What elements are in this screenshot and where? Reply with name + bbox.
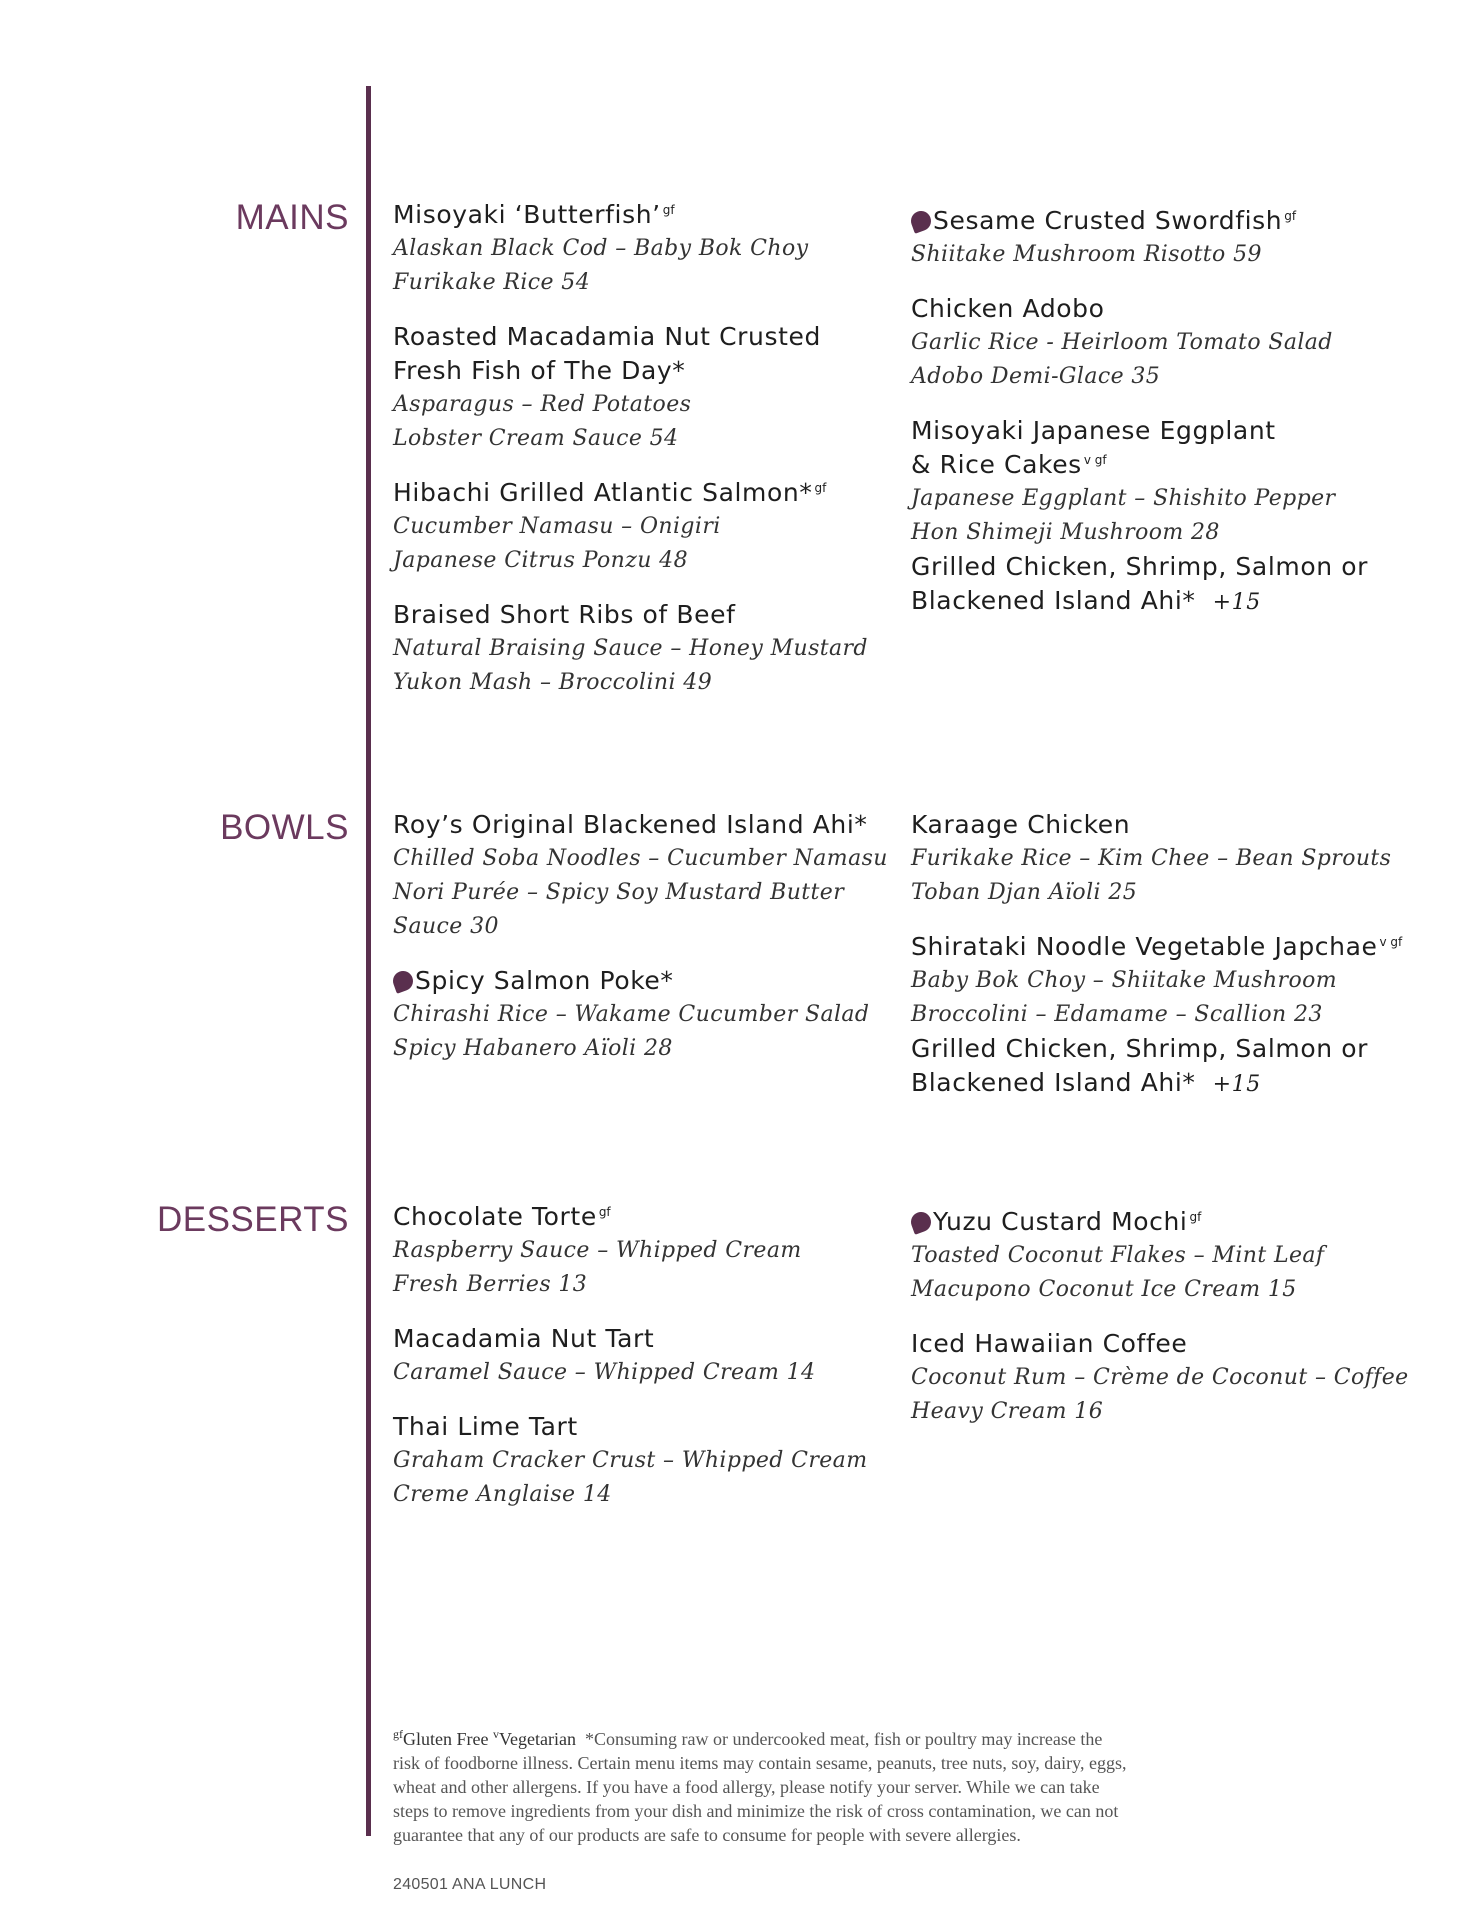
- menu-code: 240501 ANA LUNCH: [393, 1876, 547, 1893]
- item-desc: Heavy Cream 16: [911, 1399, 1104, 1424]
- add-on-line: Blackened Island Ahi*: [911, 586, 1196, 615]
- v-superscript: v: [492, 1727, 499, 1741]
- menu-item: [393, 808, 888, 944]
- menu-item: [393, 1200, 883, 1302]
- item-name: Roasted Macadamia Nut Crusted: [393, 322, 821, 351]
- menu-item: [911, 204, 1401, 272]
- item-desc: Hon Shimeji Mushroom 28: [911, 520, 1220, 545]
- menu-item: [393, 476, 883, 578]
- menu-item: [393, 964, 883, 1066]
- item-desc: Raspberry Sauce – Whipped Cream: [393, 1238, 802, 1263]
- add-on-price: +15: [1212, 590, 1261, 615]
- footnote-text: guarantee that any of our products are safe to consume for people with severe allergies.: [393, 1825, 1021, 1845]
- section-title-mains: MAINS: [235, 198, 349, 237]
- bowls-right-column: [911, 808, 1401, 1122]
- diet-tag: gf: [662, 202, 675, 217]
- menu-item: [393, 1410, 883, 1512]
- item-desc: Chirashi Rice – Wakame Cucumber Salad: [393, 1002, 870, 1027]
- divider-line: [366, 86, 371, 1836]
- add-on-line: Blackened Island Ahi*: [911, 1068, 1196, 1097]
- menu-item: [911, 930, 1401, 1032]
- item-name: Sesame Crusted Swordfish: [933, 206, 1283, 235]
- item-name: Misoyaki ‘Butterfish’: [393, 200, 661, 229]
- menu-item: [911, 292, 1401, 394]
- add-on-line: Grilled Chicken, Shrimp, Salmon or: [911, 552, 1368, 581]
- allergen-footnote: [393, 1722, 1303, 1847]
- menu-item: [393, 320, 883, 456]
- mains-left-column: [393, 198, 883, 720]
- item-desc: Furikake Rice – Kim Chee – Bean Sprouts: [911, 846, 1392, 871]
- monstera-leaf-icon: [908, 1209, 934, 1235]
- menu-item: [393, 598, 883, 700]
- item-desc: Macupono Coconut Ice Cream 15: [911, 1277, 1297, 1302]
- item-desc: Shiitake Mushroom Risotto 59: [911, 242, 1262, 267]
- item-desc: Japanese Citrus Ponzu 48: [393, 548, 688, 573]
- menu-item: [911, 1205, 1401, 1307]
- item-desc: Alaskan Black Cod – Baby Bok Choy: [393, 236, 809, 261]
- menu-item: [393, 198, 883, 300]
- footnote-text: wheat and other allergens. If you have a food allergy, please notify your server. While we can take: [393, 1777, 1100, 1797]
- item-desc: Garlic Rice - Heirloom Tomato Salad: [911, 330, 1333, 355]
- item-desc: Cucumber Namasu – Onigiri: [393, 514, 721, 539]
- item-name: Hibachi Grilled Atlantic Salmon*: [393, 478, 813, 507]
- item-desc: Coconut Rum – Crème de Coconut – Coffee: [911, 1365, 1409, 1390]
- item-desc: Broccolini – Edamame – Scallion 23: [911, 1002, 1323, 1027]
- menu-item: [911, 414, 1401, 550]
- footnote-text: steps to remove ingredients from your dish and minimize the risk of cross contamination, we can not: [393, 1801, 1119, 1821]
- diet-tag: gf: [598, 1204, 611, 1219]
- item-name: Macadamia Nut Tart: [393, 1324, 655, 1353]
- item-name: Spicy Salmon Poke*: [415, 966, 674, 995]
- add-on-note: [911, 1032, 1401, 1102]
- item-desc: Sauce 30: [393, 914, 499, 939]
- item-name: Karaage Chicken: [911, 810, 1131, 839]
- footnote-text: risk of foodborne illness. Certain menu items may contain sesame, peanuts, tree nuts, soy, dairy, eggs,: [393, 1753, 1127, 1773]
- section-title-desserts: DESSERTS: [156, 1200, 349, 1239]
- gf-legend: Gluten Free: [403, 1729, 489, 1749]
- item-name: Fresh Fish of The Day*: [393, 356, 686, 385]
- monstera-leaf-icon: [908, 208, 934, 234]
- desserts-left-column: [393, 1200, 883, 1532]
- item-desc: Fresh Berries 13: [393, 1272, 588, 1297]
- add-on-price: +15: [1212, 1072, 1261, 1097]
- item-name: Iced Hawaiian Coffee: [911, 1329, 1188, 1358]
- menu-item: [393, 1322, 883, 1390]
- diet-tag: v gf: [1379, 934, 1403, 949]
- item-name: Braised Short Ribs of Beef: [393, 600, 736, 629]
- item-name: Roy’s Original Blackened Island Ahi*: [393, 810, 868, 839]
- item-name: Chicken Adobo: [911, 294, 1105, 323]
- footnote-text: *Consuming raw or undercooked meat, fish or poultry may increase the: [584, 1729, 1103, 1749]
- item-desc: Caramel Sauce – Whipped Cream 14: [393, 1360, 816, 1385]
- menu-item: [911, 1327, 1409, 1429]
- item-name: Chocolate Torte: [393, 1202, 597, 1231]
- item-desc: Chilled Soba Noodles – Cucumber Namasu: [393, 846, 888, 871]
- desserts-right-column: [911, 1205, 1409, 1449]
- item-desc: Toban Djan Aïoli 25: [911, 880, 1138, 905]
- diet-tag: gf: [1284, 208, 1297, 223]
- section-title-bowls: BOWLS: [220, 808, 349, 847]
- item-name: Yuzu Custard Mochi: [933, 1207, 1188, 1236]
- item-name: Shirataki Noodle Vegetable Japchae: [911, 932, 1378, 961]
- diet-tag: v gf: [1083, 452, 1107, 467]
- diet-tag: gf: [1189, 1209, 1202, 1224]
- v-legend: Vegetarian: [498, 1729, 576, 1749]
- item-desc: Natural Braising Sauce – Honey Mustard: [393, 636, 868, 661]
- item-desc: Yukon Mash – Broccolini 49: [393, 670, 713, 695]
- item-name: Thai Lime Tart: [393, 1412, 578, 1441]
- item-desc: Baby Bok Choy – Shiitake Mushroom: [911, 968, 1338, 993]
- item-desc: Spicy Habanero Aïoli 28: [393, 1036, 673, 1061]
- diet-tag: gf: [814, 480, 827, 495]
- add-on-note: [911, 550, 1401, 620]
- mains-right-column: [911, 204, 1401, 640]
- item-desc: Nori Purée – Spicy Soy Mustard Butter: [393, 880, 845, 905]
- item-desc: Asparagus – Red Potatoes: [393, 392, 692, 417]
- item-desc: Japanese Eggplant – Shishito Pepper: [911, 486, 1336, 511]
- item-name: & Rice Cakes: [911, 450, 1082, 479]
- item-desc: Graham Cracker Crust – Whipped Cream: [393, 1448, 868, 1473]
- gf-superscript: gf: [393, 1727, 403, 1741]
- monstera-leaf-icon: [390, 968, 416, 994]
- item-desc: Toasted Coconut Flakes – Mint Leaf: [911, 1243, 1325, 1268]
- add-on-line: Grilled Chicken, Shrimp, Salmon or: [911, 1034, 1368, 1063]
- item-desc: Lobster Cream Sauce 54: [393, 426, 679, 451]
- bowls-left-column: [393, 808, 888, 1086]
- item-name: Misoyaki Japanese Eggplant: [911, 416, 1276, 445]
- item-desc: Creme Anglaise 14: [393, 1482, 612, 1507]
- item-desc: Furikake Rice 54: [393, 270, 591, 295]
- menu-item: [911, 808, 1401, 910]
- item-desc: Adobo Demi-Glace 35: [911, 364, 1161, 389]
